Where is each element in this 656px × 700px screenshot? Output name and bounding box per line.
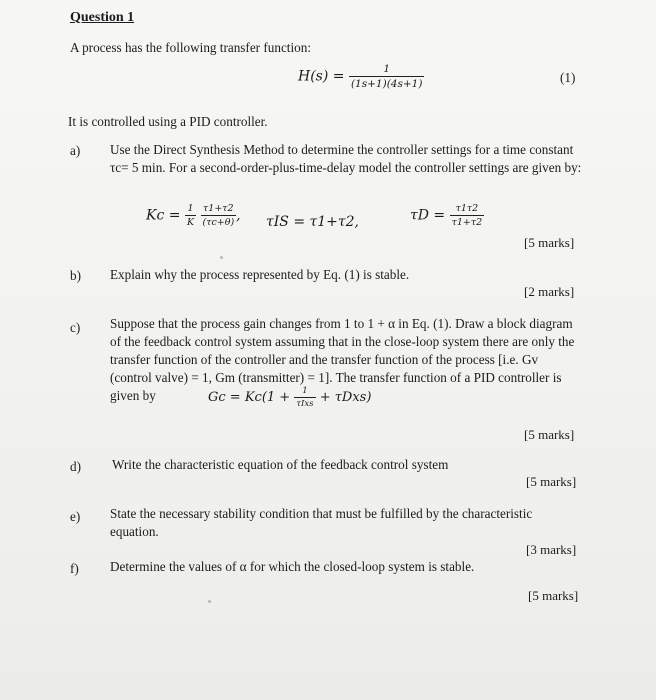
part-f-label: f) (70, 561, 79, 576)
part-e-text: State the necessary stability condition that must be fulfilled by the characteristic equation. (110, 506, 533, 539)
gc-equation (208, 386, 371, 409)
kc-fraction-2 (201, 203, 237, 228)
question-title: Question 1 (70, 10, 135, 25)
part-b-text: Explain why the process represented by Eq. (1) is stable. (110, 267, 410, 282)
kc-f2-den: (τc+θ) (202, 217, 235, 228)
part-b-marks: [2 marks] (524, 284, 575, 299)
part-e-marks: [3 marks] (526, 542, 577, 557)
eq-fraction (349, 63, 424, 90)
ti-equation: τIS = τ1+τ2, (266, 214, 359, 230)
gc-fraction (294, 386, 315, 409)
part-d-label: d) (70, 459, 81, 474)
td-fraction (450, 203, 485, 228)
eq-lhs: H(s) = (298, 68, 345, 85)
intro-text: A process has the following transfer function: (70, 40, 311, 55)
pid-line: It is controlled using a PID controller. (68, 114, 268, 129)
td-den: τ1+τ2 (451, 217, 483, 228)
kc-f2-num: τ1+τ2 (203, 203, 234, 214)
part-a-marks: [5 marks] (524, 235, 575, 250)
part-a-text: Use the Direct Synthesis Method to determine the controller settings for a time constant τc= 5 min. For a second-order-plus-time-delay model the controller settings are given by: (110, 142, 582, 175)
td-lhs: τD = (410, 207, 446, 224)
gc-den: τIxs (296, 399, 314, 409)
part-f-text: Determine the values of α for which the closed-loop system is stable. (110, 559, 475, 574)
kc-fraction-1 (185, 203, 196, 228)
equation-label: (1) (560, 70, 576, 85)
part-c-text: Suppose that the process gain changes from 1 to 1 + α in Eq. (1). Draw a block diagram of the feedback control system assuming that in the close-loop system there are only the transfer function of the controller and the transfer function of the process [i.e. Gv (control valve) = 1, Gm (transmitter) = 1]. The transfer function of a PID controller is given by (110, 316, 575, 403)
part-b-label: b) (70, 268, 81, 283)
eq-numerator: 1 (383, 63, 391, 75)
part-d-marks: [5 marks] (526, 474, 577, 489)
td-num: τ1τ2 (455, 203, 479, 214)
gc-lhs: Gc = Kc(1 + (208, 390, 291, 405)
part-d-text: Write the characteristic equation of the feedback control system (112, 457, 449, 472)
part-c-label: c) (70, 320, 81, 335)
kc-lhs: Kc = (146, 207, 181, 224)
kc-f1-den: K (186, 217, 195, 228)
kc-f1-num: 1 (187, 203, 194, 214)
td-equation (410, 203, 484, 228)
part-f-marks: [5 marks] (528, 588, 579, 603)
kc-comma: , (236, 207, 241, 224)
transfer-function-equation (298, 63, 424, 90)
paper-speck (220, 256, 223, 259)
gc-num: 1 (302, 386, 308, 396)
part-c-marks: [5 marks] (524, 427, 575, 442)
kc-equation (146, 203, 241, 228)
paper-speck (208, 600, 211, 603)
eq-denominator: (1s+1)(4s+1) (350, 78, 423, 90)
part-a-label: a) (70, 143, 81, 158)
gc-rhs: + τDxs) (319, 390, 372, 405)
part-e-label: e) (70, 509, 81, 524)
